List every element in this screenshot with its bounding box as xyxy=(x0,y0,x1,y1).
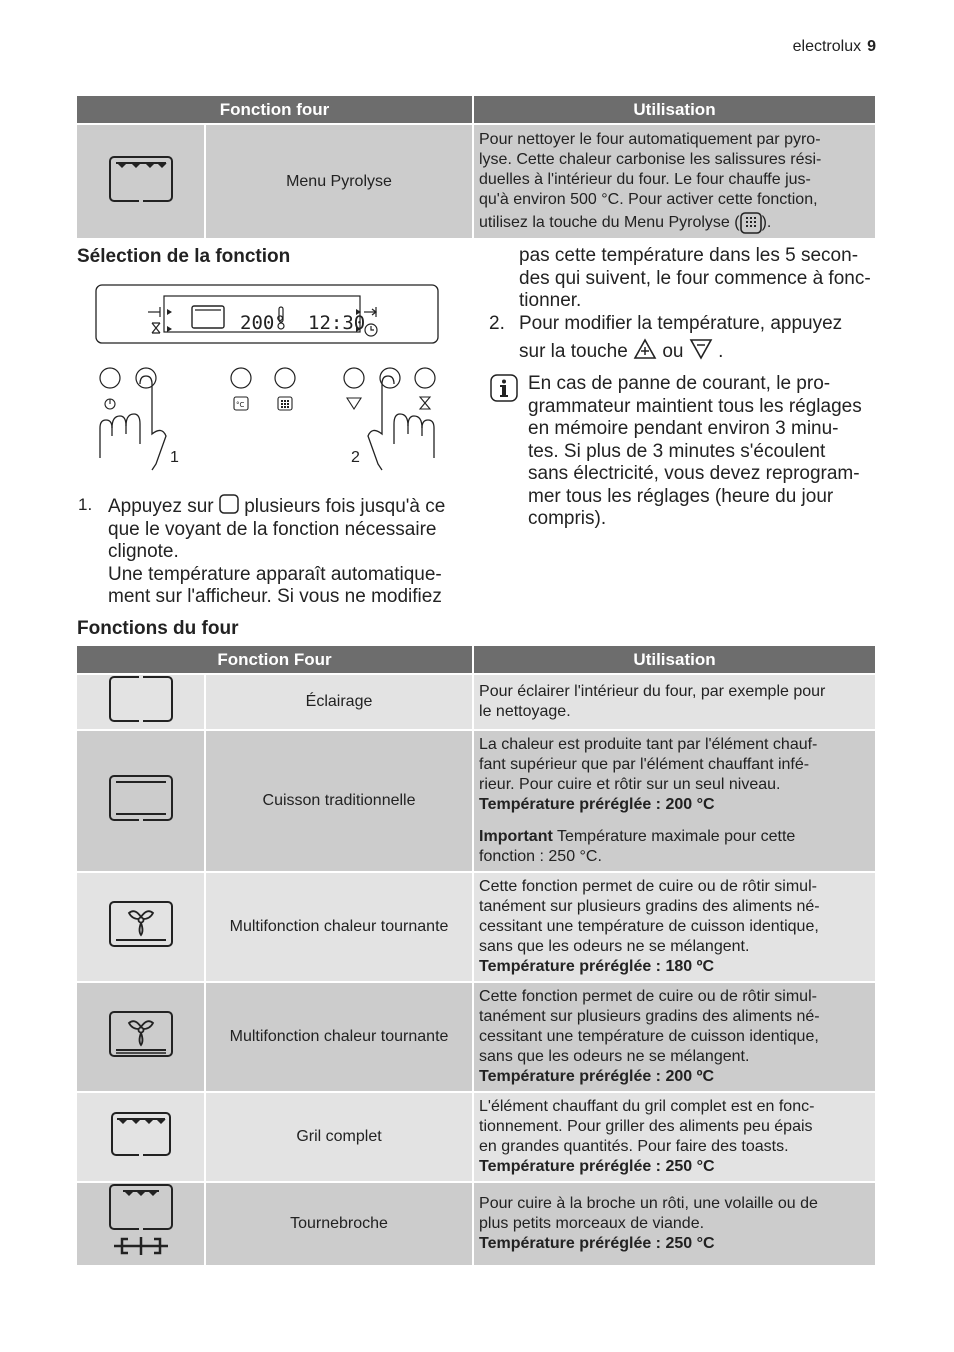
table-row xyxy=(77,1092,875,1182)
section-heading-selection: Sélection de la fonction xyxy=(77,246,291,267)
pyrolysis-icon xyxy=(77,124,205,238)
display-temperature: 200° xyxy=(240,312,286,334)
step-number: 2. xyxy=(489,313,505,334)
callout-1: 1 xyxy=(170,449,179,466)
step-2: 2. Pour modifier la température, appuyez sur la touche ou . xyxy=(489,313,843,362)
col-header-usage: Utilisation xyxy=(473,96,875,124)
table-row xyxy=(77,730,875,872)
table-row xyxy=(77,674,875,730)
function-name: Menu Pyrolyse xyxy=(205,124,473,238)
function-description: Cette fonction permet de cuire ou de rôtir simul- tanément sur plusieurs gradins des aliments né- cessitant une température de cuisson identique, sans que les odeurs ne se mélangent. Température préréglée : 180 ºC xyxy=(473,872,875,982)
section-heading-functions: Fonctions du four xyxy=(77,618,239,639)
temperature-down-icon xyxy=(689,338,713,360)
step-1: 1. Appuyez sur plusieurs fois jusqu'à ce que le voyant de la fonction nécessaire clignote. Une température apparaît automatique- ment sur l'afficheur. Si vous ne modifiez xyxy=(78,495,446,607)
col-header-function: Fonction four xyxy=(77,96,473,124)
function-description: Pour nettoyer le four automatiquement par pyro- lyse. Cette chaleur carbonise les salissures rési- duelles à l'intérieur du four. Le four chauffe jus- qu'à environ 500 °C. Pour activer cette fonction, utilisez la touche du Menu Pyrolyse ( ). xyxy=(473,124,875,238)
function-name: Multifonction chaleur tournante xyxy=(205,982,473,1092)
oven-light-icon xyxy=(77,674,205,730)
display-time: 12:30 xyxy=(308,312,366,334)
fan-heat-bottom-icon xyxy=(77,982,205,1092)
function-name: Cuisson traditionnelle xyxy=(205,730,473,872)
pyrolysis-menu-key-icon xyxy=(740,212,762,234)
fan-heat-icon xyxy=(77,872,205,982)
callout-2: 2 xyxy=(351,449,360,466)
info-note: En cas de panne de courant, le pro- grammateur maintient tous les réglages en mémoire pendant environ 3 minu- tes. Si plus de 3 minutes s'écoulent sans électricité, vous devez reprogram- mer tous les réglages (heure du jour compris). xyxy=(528,373,862,529)
col-header-function: Fonction Four xyxy=(77,646,473,674)
col-header-usage: Utilisation xyxy=(473,646,875,674)
oven-functions-table xyxy=(77,646,875,1265)
table-row xyxy=(77,124,875,238)
function-name: Éclairage xyxy=(205,674,473,730)
rotisserie-icon xyxy=(77,1182,205,1265)
function-description: L'élément chauffant du gril complet est en fonc- tionnement. Pour griller des aliments peu épais en grandes quantités. Pour faire des toasts. Température préréglée : 250 °C xyxy=(473,1092,875,1182)
table-row xyxy=(77,872,875,982)
full-grill-icon xyxy=(77,1092,205,1182)
table-row xyxy=(77,1182,875,1265)
function-name: Gril complet xyxy=(205,1092,473,1182)
function-description: Cette fonction permet de cuire ou de rôtir simul- tanément sur plusieurs gradins des aliments né- cessitant une température de cuisson identique, sans que les odeurs ne se mélangent. Température préréglée : 200 ºC xyxy=(473,982,875,1092)
step-1-continuation: pas cette température dans les 5 secon- des qui suivent, le four commence à fonc- tionner. xyxy=(519,245,871,311)
page-number: 9 xyxy=(867,38,876,55)
function-description: Pour éclairer l'intérieur du four, par exemple pour le nettoyage. xyxy=(473,674,875,730)
function-name: Multifonction chaleur tournante xyxy=(205,872,473,982)
function-name: Tournebroche xyxy=(205,1182,473,1265)
function-key-icon xyxy=(219,494,239,514)
function-description: Pour cuire à la broche un rôti, une volaille ou de plus petits morceaux de viande. Température préréglée : 250 °C xyxy=(473,1182,875,1265)
brand-name: electrolux xyxy=(792,38,862,55)
table-row xyxy=(77,982,875,1092)
page-header xyxy=(793,38,876,56)
function-description: La chaleur est produite tant par l'élément chauf- fant supérieur que par l'élément chauffant infé- rieur. Pour cuire et rôtir sur un seul niveau. Température préréglée : 200 °C Important Température maximale pour cette fonction : 250 °C. xyxy=(473,730,875,872)
step-number: 1. xyxy=(78,495,93,514)
pyrolysis-table xyxy=(77,96,875,238)
conventional-heat-icon xyxy=(77,730,205,872)
temperature-up-icon xyxy=(633,338,657,360)
svg-text:°C: °C xyxy=(236,401,245,409)
info-icon xyxy=(490,374,518,402)
